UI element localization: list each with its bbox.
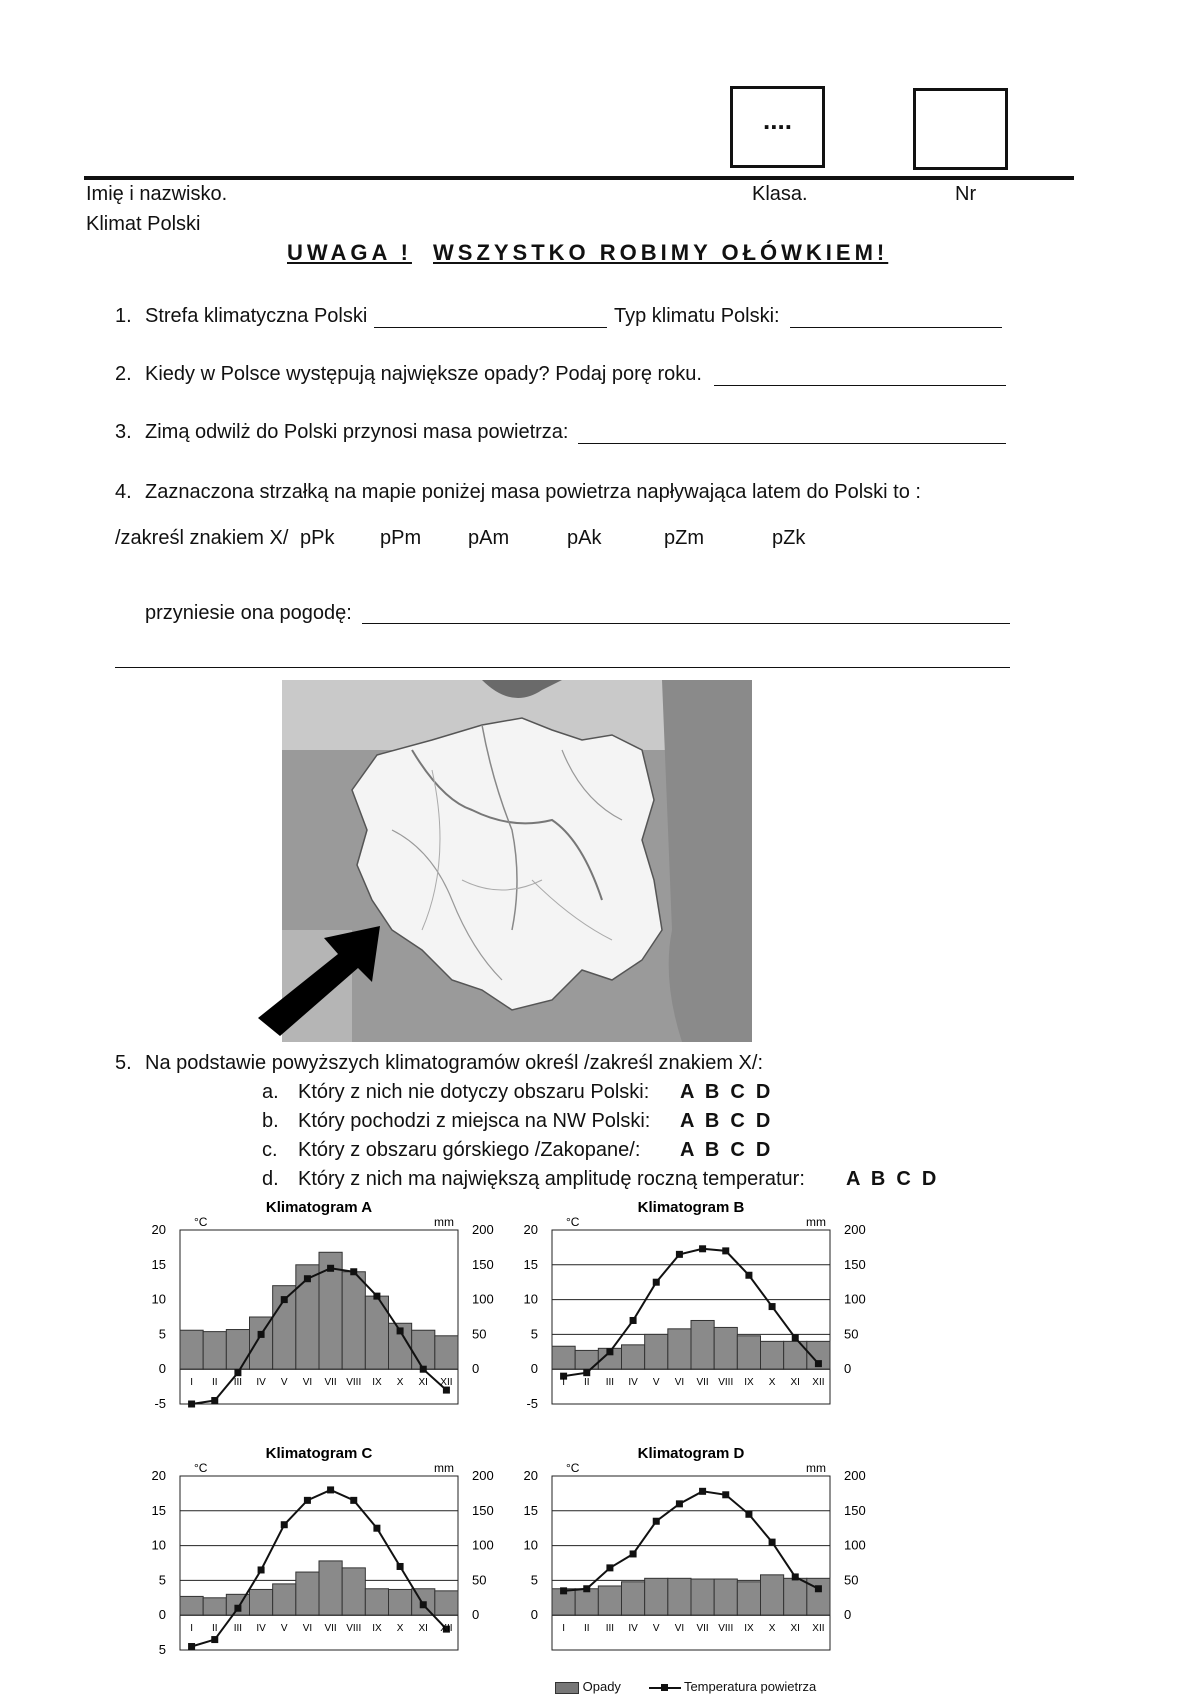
month-label: XI [418,1623,428,1635]
right-unit-label: mm [434,1215,454,1229]
left-tick-label: 5 [158,1572,166,1588]
precip-bar [296,1572,319,1615]
month-label: I [190,1623,193,1635]
month-label: V [652,1377,660,1389]
precip-bar [319,1561,342,1615]
precip-bar [365,1589,388,1615]
precip-bar [737,1336,760,1369]
left-tick-label: 15 [151,1256,166,1272]
q1-text-b: Typ klimatu Polski: [614,305,780,327]
q4-option[interactable]: pZm [664,527,704,549]
left-tick-label: -5 [526,1396,538,1411]
temp-point [258,1331,265,1338]
month-label: XI [418,1377,428,1389]
plot-frame [552,1476,830,1650]
precip-bar [691,1320,714,1369]
right-tick-label: 50 [472,1326,487,1342]
q4-weather-line-2[interactable] [115,667,1010,668]
left-tick-label: -5 [154,1396,166,1411]
q5-number: 5. [115,1052,132,1074]
score-box-text: .... [763,105,792,135]
q1-number: 1. [115,305,132,327]
right-tick-label: 0 [472,1361,480,1377]
month-label: VI [302,1377,313,1389]
warning-part2: WSZYSTKO ROBIMY OŁÓWKIEM! [433,240,889,265]
right-tick-label: 200 [844,1222,866,1237]
q5-item-choices[interactable]: A B C D [680,1081,771,1103]
precip-bar [645,1578,668,1615]
q5-item-choices[interactable]: A B C D [680,1139,771,1161]
left-tick-label: 20 [523,1468,538,1483]
number-box [913,88,1008,170]
q5-item-choices[interactable]: A B C D [846,1168,937,1190]
month-label: VIII [346,1377,362,1389]
q4-number: 4. [115,481,132,503]
q5-item-letter: b. [262,1110,279,1132]
right-tick-label: 150 [472,1502,494,1518]
right-tick-label: 150 [844,1256,866,1272]
month-label: XII [812,1623,825,1635]
precip-bar [552,1346,575,1369]
q5-item-letter: d. [262,1168,279,1190]
legend-temp-label: Temperatura powietrza [683,1679,817,1694]
precip-bar [412,1330,435,1369]
month-label: VII [696,1377,709,1389]
temp-point [653,1279,660,1286]
q1-answer-line-a[interactable] [374,327,607,328]
month-label: IV [256,1623,266,1635]
month-label: VIII [346,1623,362,1635]
left-tick-label: 5 [530,1572,538,1588]
temp-point [304,1275,311,1282]
right-tick-label: 0 [844,1607,852,1623]
climatogram-a [140,1198,510,1418]
precip-bar [761,1575,784,1615]
month-label: I [190,1377,193,1389]
left-tick-label: 0 [158,1607,166,1623]
precip-bar [342,1272,365,1369]
precip-bar [784,1578,807,1615]
right-tick-label: 150 [472,1256,494,1272]
month-label: II [583,1623,590,1635]
temp-point [630,1550,637,1557]
precip-bar [668,1578,691,1615]
precip-bar [342,1568,365,1615]
q4-weather-label: przyniesie ona pogodę: [145,602,352,624]
month-label: X [768,1377,776,1389]
q5-item-text: Który z obszaru górskiego /Zakopane/: [298,1139,641,1161]
right-unit-label: mm [806,1215,826,1229]
left-tick-label: 5 [158,1326,166,1342]
temp-point [304,1497,311,1504]
q5-item-text: Który z nich ma największą amplitudę roczną temperatur: [298,1168,805,1190]
q4-weather-line-1[interactable] [362,623,1010,624]
precip-bar [250,1317,273,1369]
q2-text: Kiedy w Polsce występują największe opady? Podaj porę roku. [145,363,702,385]
climatogram-c [140,1444,510,1664]
month-label: XI [790,1377,800,1389]
temp-point [327,1265,334,1272]
temp-point [373,1525,380,1532]
temp-point [373,1293,380,1300]
temp-point [188,1401,195,1408]
temp-point [769,1539,776,1546]
q5-item-text: Który pochodzi z miejsca na NW Polski: [298,1110,651,1132]
precip-bar [180,1596,203,1615]
temp-point [397,1563,404,1570]
legend-temp-swatch [649,1687,681,1689]
temp-point [792,1573,799,1580]
climatogram-b [512,1198,882,1418]
month-label: X [768,1623,776,1635]
q2-number: 2. [115,363,132,385]
legend-precip-swatch [555,1682,579,1694]
q4-option[interactable]: pZk [772,527,806,549]
precip-bar [273,1584,296,1615]
left-tick-label: 0 [530,1361,538,1377]
month-label: III [605,1377,615,1389]
left-tick-label: 0 [530,1607,538,1623]
score-box [730,86,825,168]
q4-option[interactable]: pAk [567,527,602,549]
month-label: V [280,1623,288,1635]
month-label: V [280,1377,288,1389]
month-label: XII [812,1377,825,1389]
right-tick-label: 200 [844,1468,866,1483]
q5-text: Na podstawie powyższych klimatogramów określ /zakreśl znakiem X/: [145,1052,763,1074]
q4-option[interactable]: pPm [380,527,422,549]
month-label: VII [324,1377,337,1389]
month-label: XII [440,1623,453,1635]
temp-point [745,1511,752,1518]
q5-item-text: Który z nich nie dotyczy obszaru Polski: [298,1081,650,1103]
temp-point [350,1268,357,1275]
left-unit-label: °C [566,1215,580,1229]
air-mass-arrow [250,918,390,1048]
right-tick-label: 0 [472,1607,480,1623]
temp-point [606,1348,613,1355]
temp-point [397,1327,404,1334]
chart-title: Klimatogram C [265,1445,373,1462]
temp-point [211,1397,218,1404]
precip-bar [668,1329,691,1369]
left-unit-label: °C [566,1461,580,1475]
chart-title: Klimatogram B [637,1199,745,1216]
right-unit-label: mm [806,1461,826,1475]
temp-point [211,1636,218,1643]
month-label: IV [628,1623,638,1635]
temp-point [815,1585,822,1592]
legend-precip-label: Opady [582,1679,621,1694]
temp-point [281,1296,288,1303]
q3-answer-line[interactable] [578,443,1006,444]
subject-title: Klimat Polski [86,213,201,235]
chart-legend [555,1679,816,1694]
temp-point [606,1564,613,1571]
chart-title: Klimatogram D [637,1445,745,1462]
month-label: IX [744,1377,754,1389]
month-label: IX [744,1623,754,1635]
month-label: X [396,1377,404,1389]
right-tick-label: 100 [844,1291,866,1307]
month-label: X [396,1623,404,1635]
right-tick-label: 100 [472,1291,494,1307]
temp-point [583,1369,590,1376]
temp-point [769,1303,776,1310]
precip-bar [250,1589,273,1615]
temp-point [676,1251,683,1258]
q4-instruction: /zakreśl znakiem X/ [115,527,289,549]
temp-point [699,1245,706,1252]
precip-bar [389,1589,412,1615]
month-label: I [562,1623,565,1635]
q5-item-letter: c. [262,1139,278,1161]
temp-point [583,1585,590,1592]
plot-frame [552,1230,830,1404]
right-tick-label: 150 [844,1502,866,1518]
left-tick-label: 10 [151,1291,166,1307]
name-label: Imię i nazwisko. [86,183,228,205]
precip-bar [575,1589,598,1615]
month-label: II [211,1377,218,1389]
left-tick-label: 5 [530,1326,538,1342]
temp-point [327,1486,334,1493]
month-label: XI [790,1623,800,1635]
right-tick-label: 100 [844,1537,866,1553]
temp-point [745,1272,752,1279]
month-label: IV [628,1377,638,1389]
q3-text: Zimą odwilż do Polski przynosi masa powietrza: [145,421,569,443]
month-label: XII [440,1377,453,1389]
temp-point [722,1247,729,1254]
left-tick-label: 20 [523,1222,538,1237]
month-label: II [583,1377,590,1389]
left-unit-label: °C [194,1215,208,1229]
month-label: V [652,1623,660,1635]
left-tick-label: 10 [151,1537,166,1553]
month-label: III [605,1623,615,1635]
temp-point [676,1500,683,1507]
q3-number: 3. [115,421,132,443]
precip-bar [714,1327,737,1369]
temp-point [560,1587,567,1594]
temp-point [258,1566,265,1573]
month-label: III [233,1377,243,1389]
precip-bar [761,1341,784,1369]
month-label: IX [372,1377,382,1389]
precip-bar [598,1586,621,1615]
q4-option[interactable]: pAm [468,527,510,549]
class-label: Klasa. [752,183,808,205]
temp-point [420,1366,427,1373]
month-label: VII [696,1623,709,1635]
month-label: III [233,1623,243,1635]
precip-bar [435,1591,458,1615]
precip-bar [691,1579,714,1615]
precip-bar [714,1579,737,1615]
right-tick-label: 0 [844,1361,852,1377]
left-tick-label: 5 [158,1642,166,1657]
right-tick-label: 50 [844,1326,859,1342]
precip-bar [226,1330,249,1370]
month-label: IX [372,1623,382,1635]
left-tick-label: 20 [151,1222,166,1237]
precip-bar [645,1334,668,1369]
right-tick-label: 200 [472,1222,494,1237]
month-label: VIII [718,1377,734,1389]
precip-bar [180,1330,203,1369]
temp-point [630,1317,637,1324]
right-tick-label: 200 [472,1468,494,1483]
temp-point [653,1518,660,1525]
left-tick-label: 15 [151,1502,166,1518]
temp-point [234,1605,241,1612]
header-divider [84,176,1074,180]
q1-answer-line-b[interactable] [790,327,1002,328]
temp-point [815,1360,822,1367]
left-tick-label: 0 [158,1361,166,1377]
left-tick-label: 20 [151,1468,166,1483]
temp-point [188,1643,195,1650]
precip-bar [622,1582,645,1615]
temp-point [350,1497,357,1504]
q4-text: Zaznaczona strzałką na mapie poniżej masa powietrza napływająca latem do Polski to : [145,481,921,503]
precip-bar [737,1582,760,1615]
right-unit-label: mm [434,1461,454,1475]
warning-part1: UWAGA ! [287,240,412,265]
precip-bar [203,1332,226,1370]
temp-point [234,1369,241,1376]
precip-bar [435,1336,458,1369]
precip-bar [622,1345,645,1369]
temp-point [699,1488,706,1495]
q2-answer-line[interactable] [714,385,1006,386]
left-tick-label: 15 [523,1256,538,1272]
month-label: IV [256,1377,266,1389]
right-tick-label: 50 [472,1572,487,1588]
precip-bar [203,1598,226,1615]
q5-item-letter: a. [262,1081,279,1103]
number-label: Nr [955,183,977,205]
left-unit-label: °C [194,1461,208,1475]
chart-title: Klimatogram A [265,1199,373,1216]
temp-point [722,1491,729,1498]
temp-point [792,1334,799,1341]
month-label: VI [302,1623,313,1635]
left-tick-label: 10 [523,1291,538,1307]
right-tick-label: 50 [844,1572,859,1588]
month-label: VIII [718,1623,734,1635]
q5-item-choices[interactable]: A B C D [680,1110,771,1132]
left-tick-label: 15 [523,1502,538,1518]
month-label: VI [674,1377,685,1389]
left-tick-label: 10 [523,1537,538,1553]
temp-point [420,1601,427,1608]
q1-text-a: Strefa klimatyczna Polski [145,305,368,327]
temp-point [281,1521,288,1528]
month-label: II [211,1623,218,1635]
climatogram-d [512,1444,882,1664]
month-label: VI [674,1623,685,1635]
month-label: I [562,1377,565,1389]
q4-option[interactable]: pPk [300,527,335,549]
month-label: VII [324,1623,337,1635]
right-tick-label: 100 [472,1537,494,1553]
